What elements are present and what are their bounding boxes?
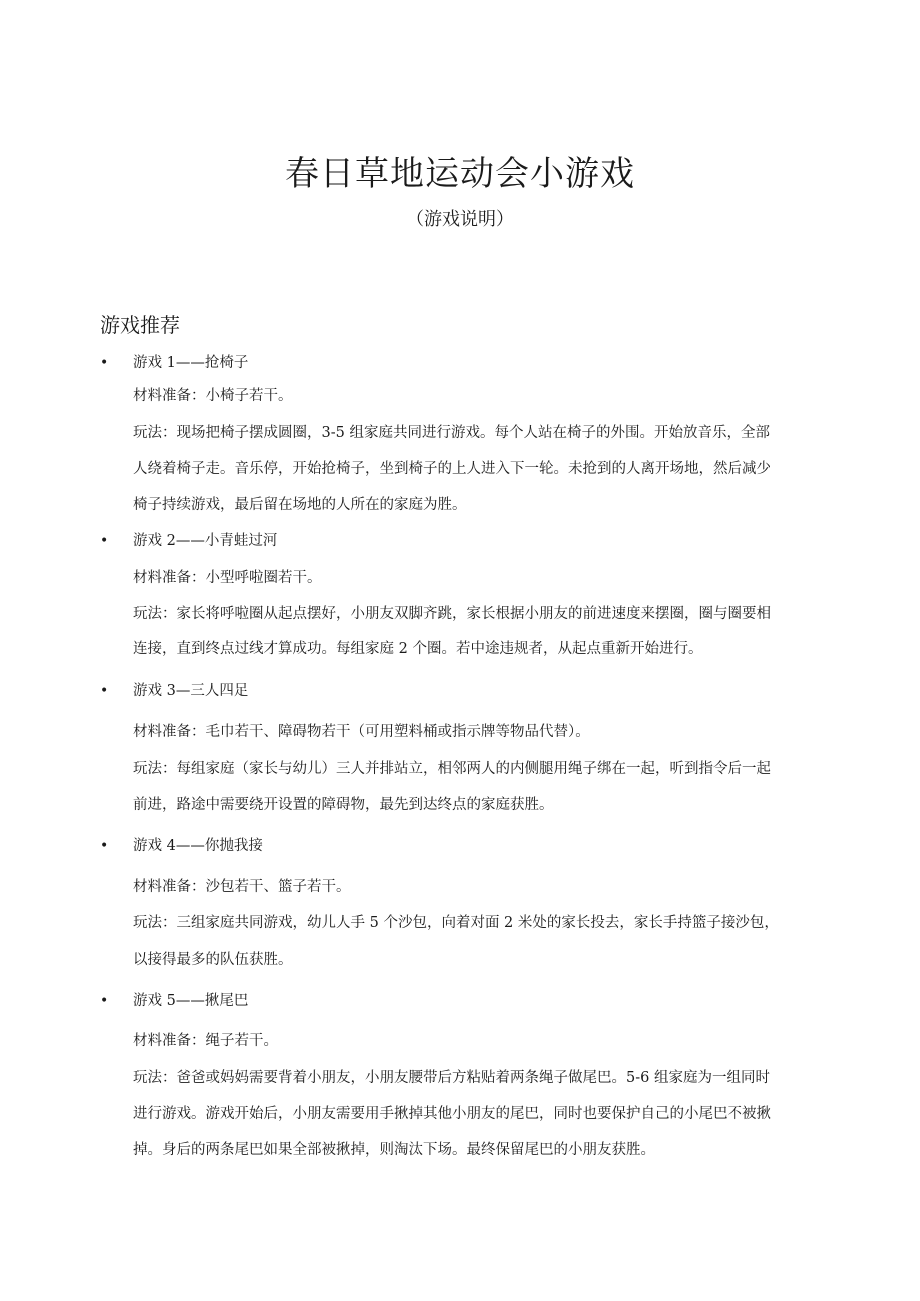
game-3-materials: 材料准备：毛巾若干、障碍物若干（可用塑料桶或指示牌等物品代替）。	[133, 724, 590, 740]
game-2-materials: 材料准备：小型呼啦圈若干。	[133, 570, 322, 586]
document-title: 春日草地运动会小游戏	[285, 154, 635, 194]
game-2-rules-line-2: 连接，直到终点过线才算成功。每组家庭 2 个圈。若中途违规者，从起点重新开始进行。	[133, 641, 703, 657]
game-1-materials: 材料准备：小椅子若干。	[133, 388, 293, 404]
bullet-icon: •	[100, 683, 109, 699]
game-4-materials: 材料准备：沙包若干、篮子若干。	[133, 879, 351, 895]
game-5-rules-line-1: 玩法：爸爸或妈妈需要背着小朋友，小朋友腰带后方粘贴着两条绳子做尾巴。5-6 组家庭为一组同时	[133, 1070, 770, 1086]
game-4-rules-line-1: 玩法：三组家庭共同游戏，幼儿人手 5 个沙包，向着对面 2 米处的家长投去，家长手持篮子接沙包，	[133, 915, 779, 931]
game-3-heading: 游戏 3—三人四足	[133, 683, 249, 699]
game-1-rules-line-1: 玩法：现场把椅子摆成圆圈，3-5 组家庭共同进行游戏。每个人站在椅子的外围。开始放音乐，全部	[133, 425, 770, 441]
bullet-icon: •	[100, 838, 109, 854]
game-1-heading: 游戏 1——抢椅子	[133, 355, 249, 371]
game-1-rules-line-3: 椅子持续游戏，最后留在场地的人所在的家庭为胜。	[133, 497, 467, 513]
game-3-rules-line-2: 前进，路途中需要绕开设置的障碍物，最先到达终点的家庭获胜。	[133, 797, 554, 813]
game-4-heading: 游戏 4——你抛我接	[133, 838, 263, 854]
game-5-heading: 游戏 5——揪尾巴	[133, 993, 249, 1009]
game-2-heading: 游戏 2——小青蛙过河	[133, 533, 278, 549]
game-4-rules-line-2: 以接得最多的队伍获胜。	[133, 952, 293, 968]
bullet-icon: •	[100, 993, 109, 1009]
game-2-rules-line-1: 玩法：家长将呼啦圈从起点摆好，小朋友双脚齐跳，家长根据小朋友的前进速度来摆圈，圈与圈要相	[133, 606, 771, 622]
document-subtitle: （游戏说明）	[406, 209, 514, 230]
game-3-rules-line-1: 玩法：每组家庭（家长与幼儿）三人并排站立，相邻两人的内侧腿用绳子绑在一起，听到指令后一起	[133, 761, 771, 777]
bullet-icon: •	[100, 533, 109, 549]
game-1-rules-line-2: 人绕着椅子走。音乐停，开始抢椅子，坐到椅子的上人进入下一轮。未抢到的人离开场地，然后减少	[133, 461, 771, 477]
section-heading: 游戏推荐	[100, 313, 180, 337]
game-5-rules-line-2: 进行游戏。游戏开始后，小朋友需要用手揪掉其他小朋友的尾巴，同时也要保护自己的小尾巴不被揪	[133, 1106, 771, 1122]
game-5-rules-line-3: 掉。身后的两条尾巴如果全部被揪掉，则淘汰下场。最终保留尾巴的小朋友获胜。	[133, 1142, 655, 1158]
bullet-icon: •	[100, 355, 109, 371]
game-5-materials: 材料准备：绳子若干。	[133, 1033, 278, 1049]
